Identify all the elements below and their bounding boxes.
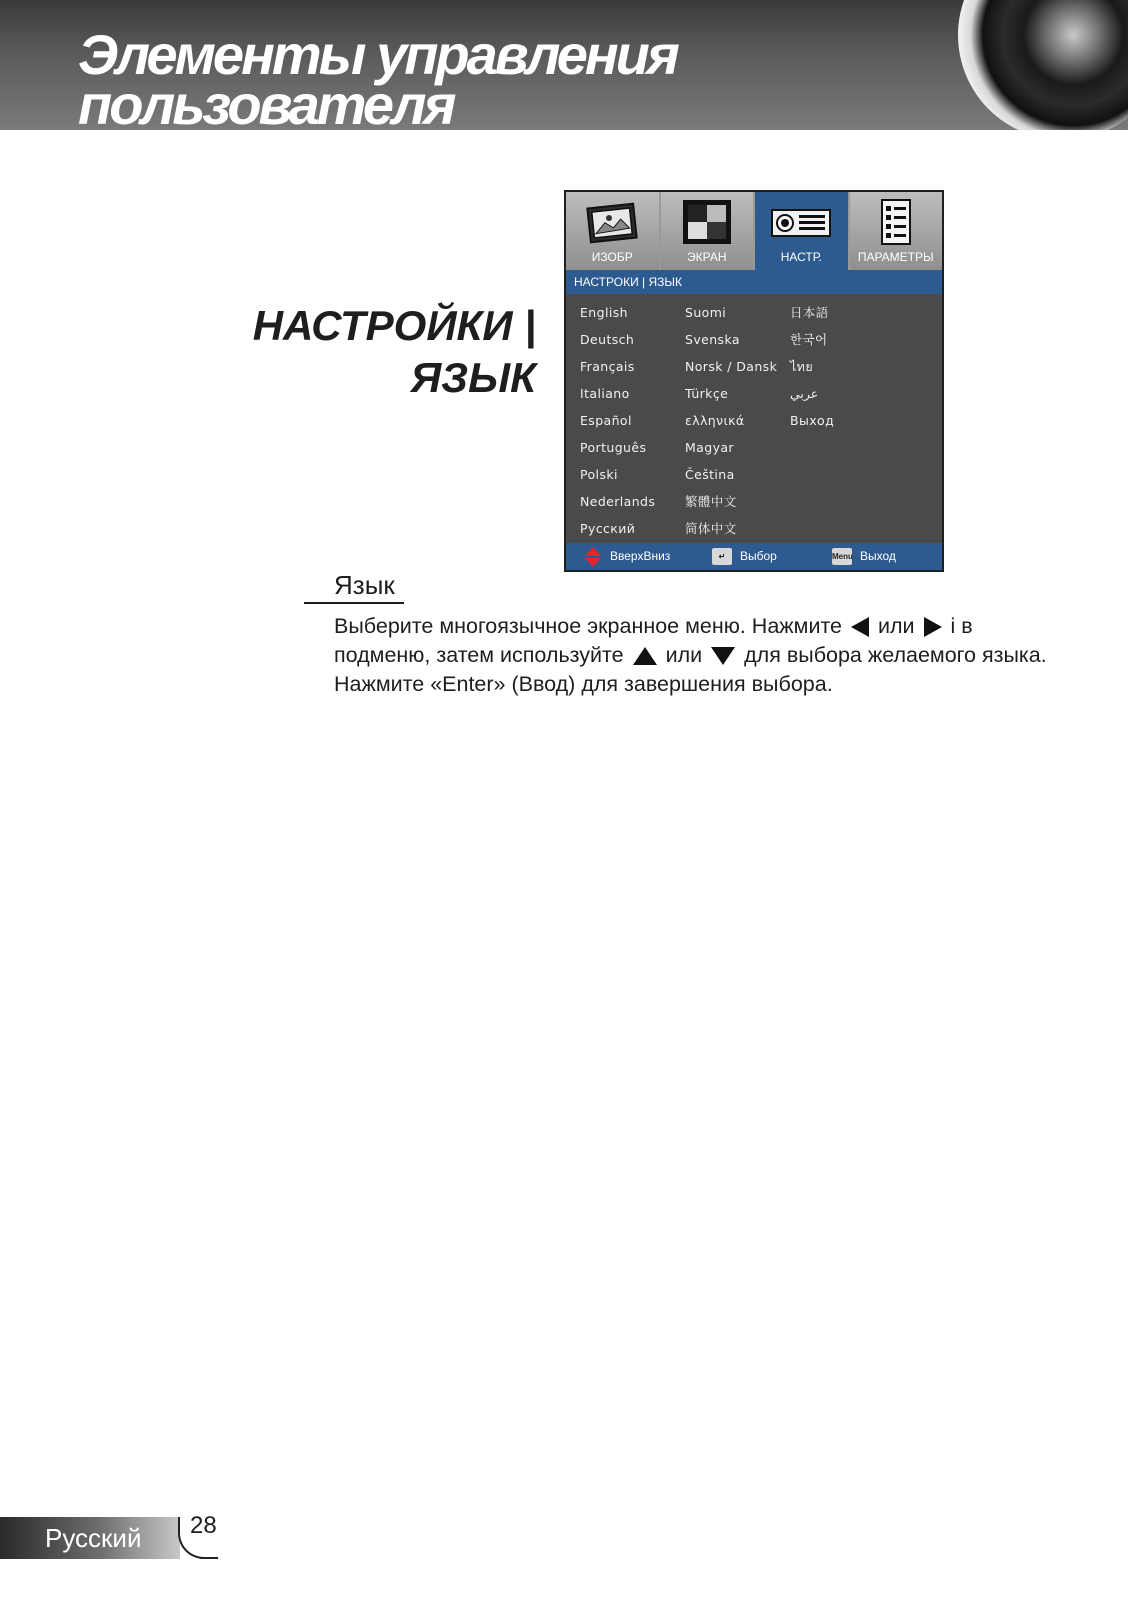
- language-row: [580, 407, 940, 434]
- projector-icon: [769, 198, 833, 248]
- section-title: [253, 300, 536, 404]
- tab-setup-label: НАСТР.: [780, 250, 822, 264]
- updown-arrows-icon: [584, 547, 602, 567]
- language-option[interactable]: Suomi: [685, 305, 727, 320]
- language-option[interactable]: ελληνικά: [685, 413, 745, 428]
- instruction-text-2: или: [877, 614, 915, 638]
- up-arrow-icon: [633, 647, 657, 665]
- instruction-text-4: или: [665, 643, 703, 667]
- language-option[interactable]: Français: [580, 359, 635, 374]
- language-option[interactable]: Magyar: [685, 440, 734, 455]
- display-icon: [680, 198, 734, 248]
- page-title-line1: Элементы управления: [78, 23, 677, 86]
- exit-option[interactable]: Выход: [790, 413, 835, 428]
- language-option[interactable]: Čeština: [685, 467, 735, 482]
- language-row: [580, 326, 940, 353]
- tab-picture[interactable]: [566, 192, 659, 270]
- instruction-text-3: і в подменю, затем используйте: [334, 614, 973, 667]
- footer-rule: [200, 1557, 215, 1559]
- language-option[interactable]: Deutsch: [580, 332, 635, 347]
- enter-label: Выбор: [740, 549, 777, 563]
- section-title-line2: ЯЗЫК: [410, 354, 536, 401]
- enter-hint: [712, 543, 777, 570]
- language-option[interactable]: Español: [580, 413, 632, 428]
- page-title-line2: пользователя: [78, 73, 454, 130]
- language-row: [580, 353, 940, 380]
- language-grid: [580, 299, 940, 542]
- tab-setup[interactable]: [755, 192, 848, 270]
- language-option[interactable]: English: [580, 305, 628, 320]
- page-title: [78, 23, 677, 130]
- tab-options[interactable]: [850, 192, 943, 270]
- language-row: [580, 461, 940, 488]
- osd-footer: [566, 543, 942, 570]
- language-option[interactable]: Türkçe: [685, 386, 729, 401]
- osd-tab-bar: [566, 192, 942, 270]
- language-option[interactable]: عربي: [790, 386, 819, 401]
- tab-display[interactable]: [661, 192, 754, 270]
- language-row: [580, 380, 940, 407]
- subheading: Язык: [334, 570, 395, 600]
- enter-key-icon: ↵: [712, 548, 732, 565]
- language-option[interactable]: Русский: [580, 521, 636, 536]
- subheading-rule: [304, 602, 404, 604]
- lens-image: [958, 0, 1128, 130]
- language-option[interactable]: 한국어: [790, 332, 828, 347]
- updown-hint: [584, 543, 670, 570]
- tab-picture-label: ИЗОБР: [591, 250, 633, 264]
- language-option[interactable]: Italiano: [580, 386, 630, 401]
- language-option[interactable]: Polski: [580, 467, 618, 482]
- language-row: [580, 434, 940, 461]
- language-option[interactable]: ไทย: [790, 359, 814, 374]
- menu-hint: [832, 543, 896, 570]
- menu-label: Выход: [860, 549, 896, 563]
- osd-breadcrumb: НАСТРОКИ | ЯЗЫК: [566, 270, 942, 294]
- language-option[interactable]: 繁體中文: [685, 494, 737, 509]
- language-row: [580, 488, 940, 515]
- language-option[interactable]: Svenska: [685, 332, 740, 347]
- language-option[interactable]: Norsk / Dansk: [685, 359, 778, 374]
- page-number: 28: [190, 1512, 217, 1539]
- instruction-text-5: для выбора желаемого языка. Нажмите «Enter» (Ввод) для завершения выбора.: [334, 643, 1047, 696]
- language-option[interactable]: 简体中文: [685, 521, 737, 536]
- updown-label: ВверхВниз: [610, 549, 671, 563]
- language-option[interactable]: Português: [580, 440, 647, 455]
- right-arrow-icon: [924, 617, 942, 637]
- header-banner: [0, 0, 1128, 130]
- instruction-paragraph: [334, 612, 1054, 699]
- left-arrow-icon: [851, 617, 869, 637]
- language-option[interactable]: 日本語: [790, 305, 829, 320]
- section-title-line1: НАСТРОЙКИ |: [252, 302, 536, 349]
- picture-icon: [583, 198, 641, 248]
- menu-key-icon: Menu: [832, 548, 852, 565]
- footer-language: Русский: [45, 1523, 142, 1553]
- down-arrow-icon: [711, 647, 735, 665]
- options-icon: [876, 198, 916, 248]
- language-option[interactable]: Nederlands: [580, 494, 656, 509]
- osd-menu: [564, 190, 944, 572]
- tab-display-label: ЭКРАН: [687, 250, 727, 264]
- tab-options-label: ПАРАМЕТРЫ: [857, 250, 934, 264]
- language-row: [580, 299, 940, 326]
- language-row: [580, 515, 940, 542]
- instruction-text-1: Выберите многоязычное экранное меню. Нажмите: [334, 614, 843, 638]
